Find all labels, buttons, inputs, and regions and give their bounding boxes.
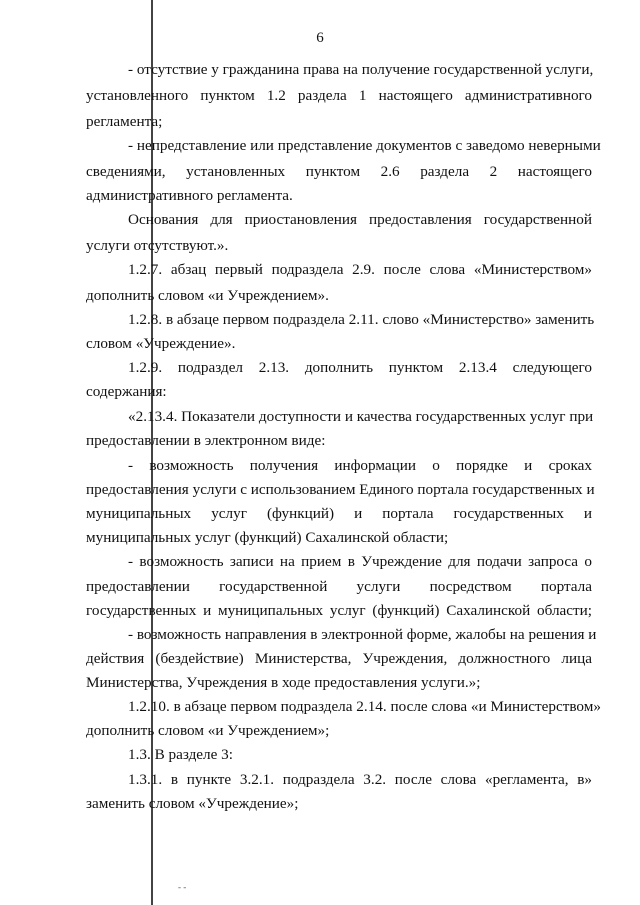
text-line: 1.3.1. в пункте 3.2.1. подраздела 3.2. после слова «регламента, в» bbox=[128, 771, 592, 788]
scan-specks: - - bbox=[178, 882, 187, 892]
text-line: муниципальных услуг (функций) Сахалинской области; bbox=[86, 529, 449, 546]
text-line: установленного пунктом 1.2 раздела 1 настоящего административного bbox=[86, 87, 592, 104]
text-line: заменить словом «Учреждение»; bbox=[86, 795, 299, 812]
text-line: Основания для приостановления предоставления государственной bbox=[128, 211, 592, 228]
text-line: «2.13.4. Показатели доступности и качества государственных услуг при bbox=[128, 408, 594, 425]
scan-artifact-line bbox=[151, 0, 153, 905]
text-line: сведениями, установленных пунктом 2.6 раздела 2 настоящего bbox=[86, 163, 592, 180]
text-line: предоставлении государственной услуги посредством портала bbox=[86, 578, 592, 595]
text-line: предоставлении в электронном виде: bbox=[86, 432, 326, 449]
text-line: - возможность записи на прием в Учреждение для подачи запроса о bbox=[128, 553, 592, 570]
text-line: услуги отсутствуют.». bbox=[86, 237, 229, 254]
text-line: административного регламента. bbox=[86, 187, 293, 204]
page-number: 6 bbox=[316, 30, 324, 46]
text-line: государственных и муниципальных услуг (функций) Сахалинской области; bbox=[86, 602, 592, 619]
text-line: дополнить словом «и Учреждением»; bbox=[86, 722, 330, 739]
text-line: содержания: bbox=[86, 383, 167, 400]
text-line: - возможность получения информации о порядке и сроках bbox=[128, 457, 592, 474]
text-line: Министерства, Учреждения в ходе предоставления услуги.»; bbox=[86, 674, 481, 691]
text-line: муниципальных услуг (функций) и портала государственных и bbox=[86, 505, 592, 522]
text-line: 1.3. В разделе 3: bbox=[128, 746, 233, 763]
text-line: дополнить словом «и Учреждением». bbox=[86, 287, 329, 304]
text-line: предоставления услуги с использованием Единого портала государственных и bbox=[86, 481, 595, 498]
text-line: - непредставление или представление документов с заведомо неверными bbox=[128, 137, 601, 154]
text-line: словом «Учреждение». bbox=[86, 335, 236, 352]
text-line: - возможность направления в электронной форме, жалобы на решения и bbox=[128, 626, 597, 643]
text-line: регламента; bbox=[86, 113, 163, 130]
text-line: 1.2.10. в абзаце первом подраздела 2.14. после слова «и Министерством» bbox=[128, 698, 601, 715]
text-line: действия (бездействие) Министерства, Учреждения, должностного лица bbox=[86, 650, 592, 667]
text-line: 1.2.7. абзац первый подраздела 2.9. после слова «Министерством» bbox=[128, 261, 592, 278]
text-line: - отсутствие у гражданина права на получение государственной услуги, bbox=[128, 61, 594, 78]
text-line: 1.2.9. подраздел 2.13. дополнить пунктом 2.13.4 следующего bbox=[128, 359, 592, 376]
text-line: 1.2.8. в абзаце первом подраздела 2.11. слово «Министерство» заменить bbox=[128, 311, 595, 328]
